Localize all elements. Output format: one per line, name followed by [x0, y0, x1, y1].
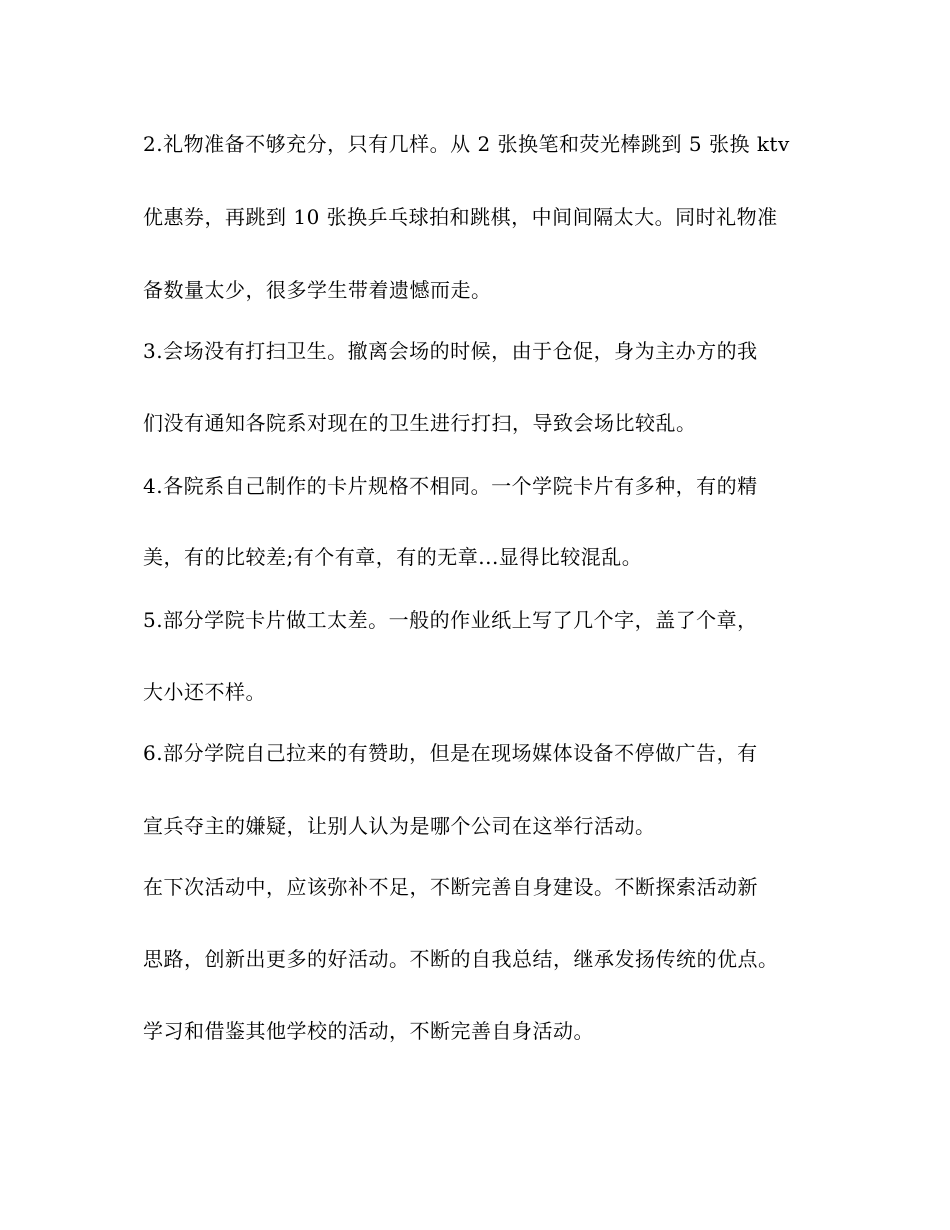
text-line: 2.礼物准备不够充分，只有几样。从 2 张换笔和荧光棒跳到 5 张换 ktv — [143, 132, 790, 156]
text-line: 4.各院系自己制作的卡片规格不相同。一个学院卡片有多种，有的精 — [143, 474, 758, 498]
text-line: 宣兵夺主的嫌疑，让别人认为是哪个公司在这举行活动。 — [143, 814, 656, 838]
text-line: 优惠券，再跳到 10 张换乒乓球拍和跳棋，中间间隔太大。同时礼物准 — [143, 205, 778, 229]
text-line: 思路，创新出更多的好活动。不断的自我总结，继承发扬传统的优点。 — [143, 947, 779, 971]
text-line: 3.会场没有打扫卫生。撤离会场的时候，由于仓促，身为主办方的我 — [143, 339, 758, 363]
text-line: 6.部分学院自己拉来的有赞助，但是在现场媒体设备不停做广告，有 — [143, 741, 758, 765]
text-line: 美，有的比较差;有个有章，有的无章...显得比较混乱。 — [143, 545, 643, 569]
text-line: 5.部分学院卡片做工太差。一般的作业纸上写了几个字，盖了个章， — [143, 608, 758, 632]
text-line: 备数量太少，很多学生带着遗憾而走。 — [143, 278, 492, 302]
text-line: 们没有通知各院系对现在的卫生进行打扫，导致会场比较乱。 — [143, 411, 697, 435]
text-line: 大小还不样。 — [143, 680, 266, 704]
text-line: 学习和借鉴其他学校的活动，不断完善自身活动。 — [143, 1019, 594, 1043]
text-line: 在下次活动中，应该弥补不足，不断完善自身建设。不断探索活动新 — [143, 875, 758, 899]
